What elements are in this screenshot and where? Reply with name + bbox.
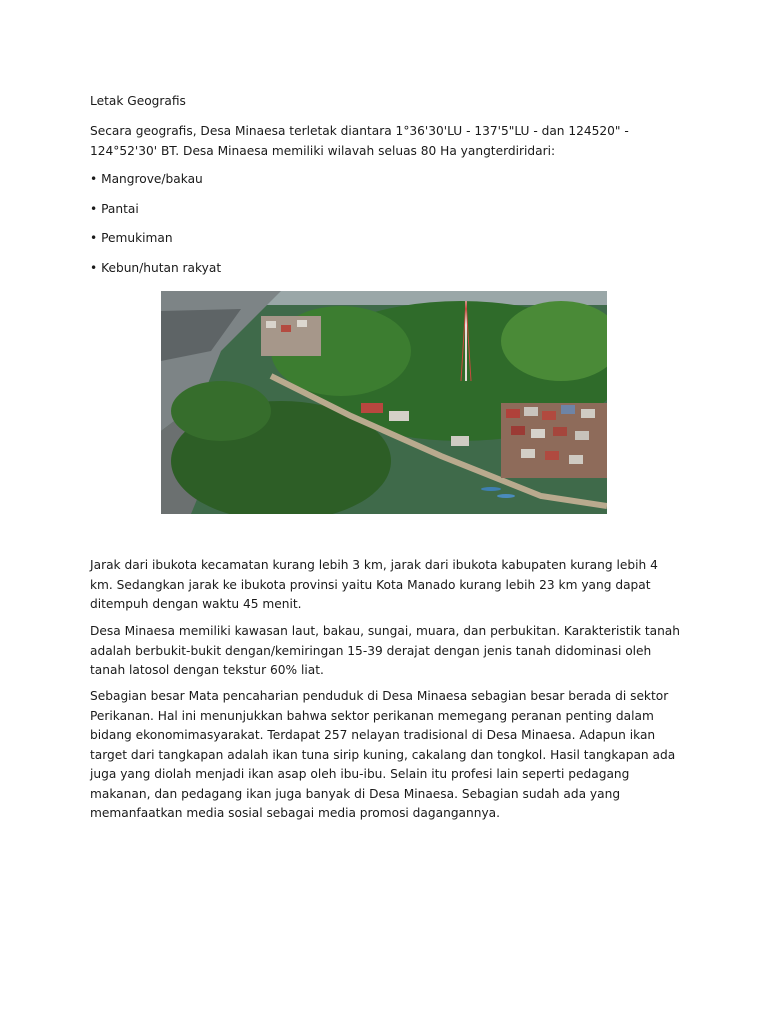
list-item: • Pantai xyxy=(90,200,221,230)
land-type-list xyxy=(90,170,221,288)
distance-paragraph: Jarak dari ibukota kecamatan kurang lebih 3 km, jarak dari ibukota kabupaten kurang lebih 4 km. Sedangkan jarak ke ibukota provinsi yaitu Kota Manado kurang lebih 23 km yang dapat ditempuh dengan waktu 45 menit. xyxy=(90,558,658,611)
section-heading: Letak Geografis xyxy=(90,94,186,108)
list-item: • Kebun/hutan rakyat xyxy=(90,259,221,289)
livelihood-paragraph: Sebagian besar Mata pencaharian penduduk di Desa Minaesa sebagian besar berada di sektor Perikanan. Hal ini menunjukkan bahwa sektor perikanan memegang peranan penting dalam bidang ekonomimasyarakat. Terdapat 257 nelayan tradisional di Desa Minaesa. Adapun ikan target dari tangkapan adalah ikan tuna sirip kuning, cakalang dan tongkol. Hasil tangkapan ada juga yang diolah menjadi ikan asap oleh ibu-ibu. Selain itu profesi lain seperti pedagang makanan, dan pedagang ikan juga banyak di Desa Minaesa. Sebagian sudah ada yang memanfaatkan media sosial sebagai media promosi dagangannya. xyxy=(90,689,676,820)
aerial-village-photo xyxy=(161,291,607,514)
list-item: • Mangrove/bakau xyxy=(90,170,221,200)
intro-paragraph: Secara geografis, Desa Minaesa terletak diantara 1°36'30'LU - 137'5"LU - dan 124520" - 124°52'30' BT. Desa Minaesa memiliki wilavah seluas 80 Ha yangterdiridari: xyxy=(90,124,629,158)
terrain-paragraph: Desa Minaesa memiliki kawasan laut, bakau, sungai, muara, dan perbukitan. Karakteristik tanah adalah berbukit-bukit dengan/kemiringan 15-39 derajat dengan jenis tanah didominasi oleh tanah latosol dengan tekstur 60% liat. xyxy=(90,624,681,677)
list-item: • Pemukiman xyxy=(90,229,221,259)
